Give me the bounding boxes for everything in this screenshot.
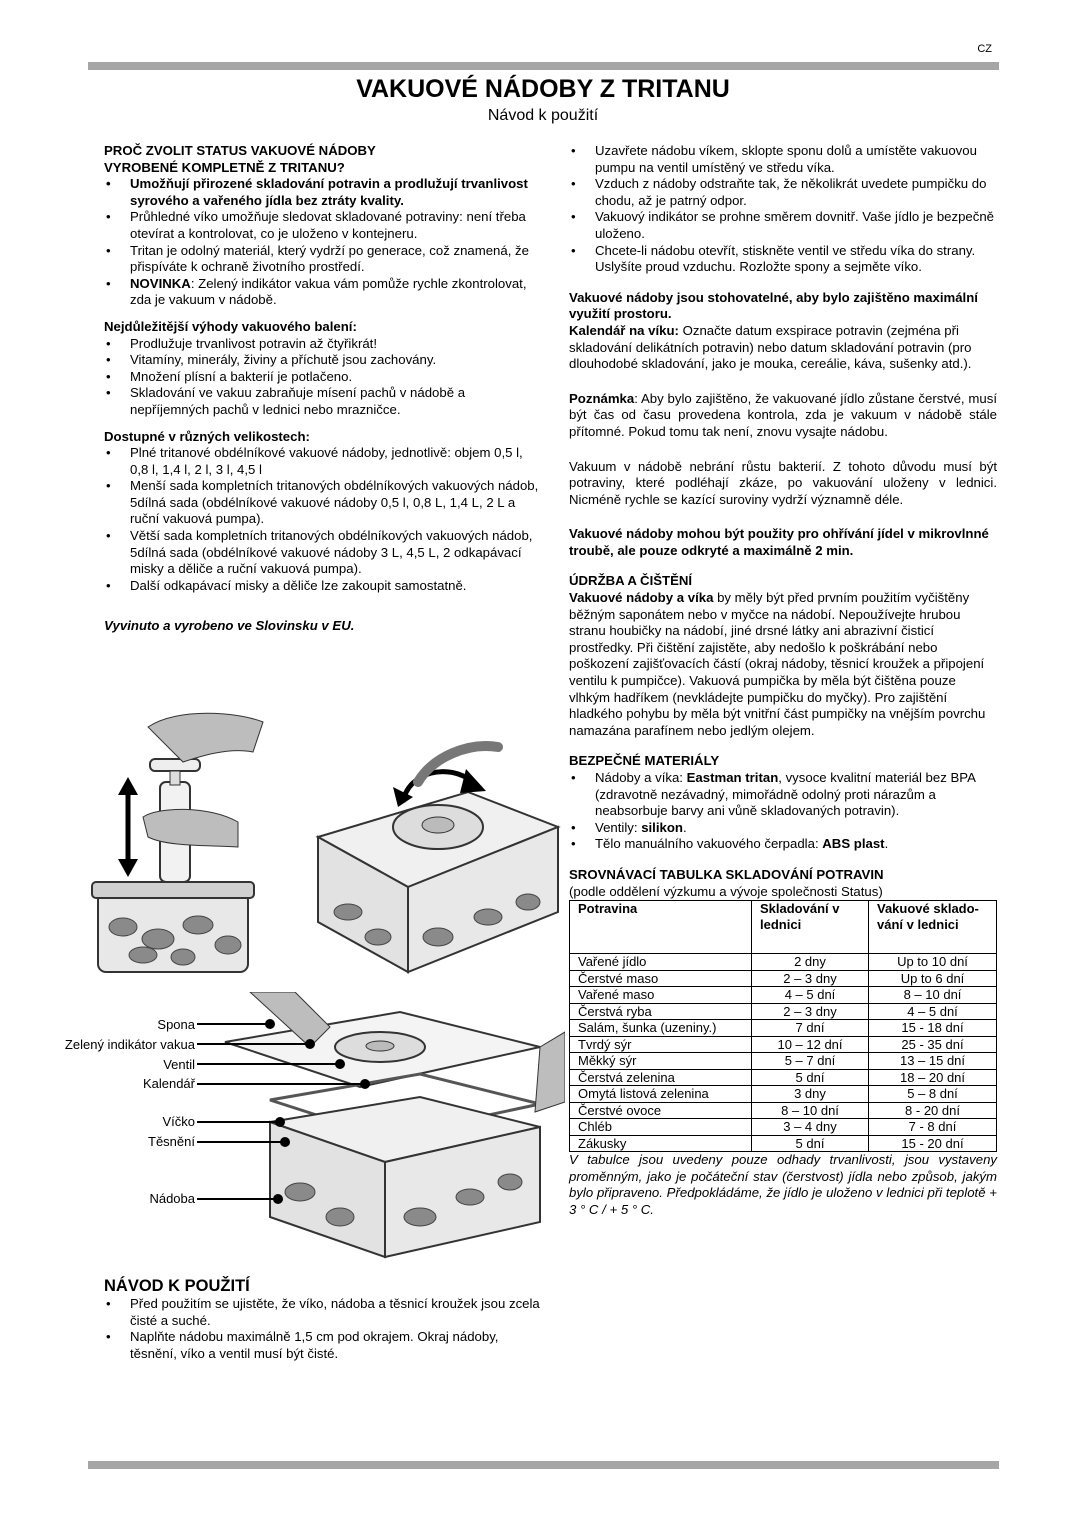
food-cell: Vařené maso — [570, 987, 752, 1004]
vacuum-cell: 18 – 20 dní — [869, 1069, 997, 1086]
table-row — [570, 1036, 997, 1053]
material-suffix: , vysoce kvalitní materiál bez BPA (zdravotně nezávadný, mimořádně odolný proti nárazům a neabsorbuje barvy ani vůně skladovaných potravin). — [595, 770, 976, 819]
vacuum-cell: Up to 6 dní — [869, 970, 997, 987]
table-row — [570, 954, 997, 971]
usage-list — [104, 1296, 544, 1362]
list-item: • Menší sada kompletních tritanových obdélníkových vakuových nádob, 5dílná sada (obdélníkové vakuové nádoby 0,5 l, 0,8 L, 1,4 L, 2 L a ruční vakuová pumpa). — [104, 478, 544, 528]
table-row — [570, 1102, 997, 1119]
food-cell: Salám, šunka (uzeniny.) — [570, 1020, 752, 1037]
fridge-cell: 10 – 12 dní — [752, 1036, 869, 1053]
note-text: : Aby bylo zajištěno, že vakuované jídlo zůstane čerstvé, musí být čas od času provedena kontrola, zda je vakuum v nádobě stále přítomné. Pokud tomu tak není, znovu vysajte nádobu. — [569, 390, 997, 439]
table-row — [570, 1069, 997, 1086]
column-header-vacuum: Vakuové sklado-vání v lednici — [869, 901, 997, 954]
list-item: • Prodlužuje trvanlivost potravin až čtyřikrát! — [104, 336, 544, 353]
food-cell: Zákusky — [570, 1135, 752, 1152]
column-header-fridge: Skladování v lednici — [752, 901, 869, 954]
table-row — [570, 970, 997, 987]
fridge-cell: 4 – 5 dní — [752, 987, 869, 1004]
table-row — [570, 987, 997, 1004]
food-cell: Chléb — [570, 1119, 752, 1136]
callout-container: Nádoba — [149, 1191, 195, 1206]
page-title: VAKUOVÉ NÁDOBY Z TRITANU — [356, 75, 730, 103]
table-row — [570, 1020, 997, 1037]
list-item — [569, 770, 997, 820]
food-cell: Čerstvá zelenina — [570, 1069, 752, 1086]
material-prefix: Tělo manuálního vakuového čerpadla: — [595, 836, 823, 852]
usage-heading: NÁVOD K POUŽITÍ — [104, 1277, 250, 1295]
food-cell: Čerstvá ryba — [570, 1003, 752, 1020]
callout-clip: Spona — [157, 1017, 195, 1032]
language-code: CZ — [977, 43, 992, 55]
materials-list — [569, 770, 997, 853]
made-in-note: Vyvinuto a vyrobeno ve Slovinsku v EU. — [104, 618, 355, 634]
fridge-cell: 7 dní — [752, 1020, 869, 1037]
calendar-text: Označte datum exspirace potravin (zejména při skladování delikátních potravin) nebo datum skladování potravin (pro dlouhodobé skladování, jako je mouka, cereálie, káva, sušenky atd.). — [569, 322, 972, 372]
care-heading: ÚDRŽBA A ČIŠTĚNÍ — [569, 573, 693, 589]
vacuum-cell: 15 - 18 dní — [869, 1020, 997, 1037]
food-cell: Čerstvé ovoce — [570, 1102, 752, 1119]
material-prefix: Nádoby a víka: — [595, 770, 687, 785]
novinka-text: : Zelený indikátor vakua vám pomůže rychle zkontrolovat, zda je vakuum v nádobě. — [130, 275, 527, 308]
why-list — [104, 176, 544, 309]
calendar-label: Kalendář na víku: — [569, 322, 679, 338]
vacuum-cell: Up to 10 dní — [869, 954, 997, 971]
top-rule — [88, 62, 999, 70]
table-row — [570, 1003, 997, 1020]
novinka-label: NOVINKA — [130, 275, 191, 291]
fridge-cell: 3 – 4 dny — [752, 1119, 869, 1136]
list-item — [104, 276, 544, 309]
list-item: • Před použitím se ujistěte, že víko, nádoba a těsnicí kroužek jsou zcela čisté a suché. — [104, 1296, 544, 1329]
material-suffix: . — [884, 836, 889, 852]
callout-vacuum-indicator: Zelený indikátor vakua — [64, 1037, 195, 1052]
note-paragraph — [569, 391, 997, 441]
fridge-cell: 3 dny — [752, 1086, 869, 1103]
steps-list — [569, 143, 997, 276]
list-item: • Chcete-li nádobu otevřít, stiskněte ventil ve středu víka do strany. Uslyšíte proud vzduchu. Rozložte spony a sejměte víko. — [569, 243, 997, 276]
note-label: Poznámka — [569, 390, 635, 406]
table-row — [570, 1086, 997, 1103]
food-cell: Tvrdý sýr — [570, 1036, 752, 1053]
list-item: • Vzduch z nádoby odstraňte tak, že několikrát uvedete pumpičku do chodu, až je patrný odpor. — [569, 176, 997, 209]
table-row — [570, 1135, 997, 1152]
sizes-list — [104, 445, 544, 594]
list-item: • Větší sada kompletních tritanových obdélníkových vakuových nádob, 5dílná sada (obdélníkové vakuové nádoby 3 L, 4,5 L, 2 odkapávací misky a děliče a ruční vakuová pumpa). — [104, 528, 544, 578]
table-row — [570, 1053, 997, 1070]
callout-lid: Víčko — [162, 1114, 195, 1129]
list-item: • Tritan je odolný materiál, který vydrží po generace, což znamená, že přispíváte k ochraně životního prostředí. — [104, 243, 544, 276]
table-subheading: (podle oddělení výzkumu a vývoje společnosti Status) — [569, 883, 883, 899]
list-item: • Vitamíny, minerály, živiny a příchutě jsou zachovány. — [104, 352, 544, 369]
page-subtitle: Návod k použití — [487, 107, 599, 124]
vacuum-cell: 25 - 35 dní — [869, 1036, 997, 1053]
fridge-cell: 2 – 3 dny — [752, 970, 869, 987]
why-heading-line-2: VYROBENÉ KOMPLETNĚ Z TRITANU? — [104, 159, 345, 175]
food-cell: Měkký sýr — [570, 1053, 752, 1070]
vacuum-cell: 4 – 5 dní — [869, 1003, 997, 1020]
list-item: • Množení plísní a bakterií je potlačeno. — [104, 369, 544, 386]
materials-heading: BEZPEČNÉ MATERIÁLY — [569, 753, 720, 769]
list-item: • Skladování ve vakuu zabraňuje mísení pachů v nádobě a nepříjemných pachů v lednici nebo mrazničce. — [104, 385, 544, 418]
material-name: Eastman tritan — [686, 770, 779, 785]
fridge-cell: 2 dny — [752, 954, 869, 971]
right-column — [569, 143, 997, 1219]
vacuum-cell: 8 - 20 dní — [869, 1102, 997, 1119]
material-suffix: . — [682, 819, 687, 835]
microwave-note: Vakuové nádoby mohou být použity pro ohřívání jídel v mikrovlnné troubě, ale pouze odkryté a maximálně 2 min. — [569, 526, 989, 558]
stackable-note: Vakuové nádoby jsou stohovatelné, aby bylo zajištěno maximální využití prostoru. — [569, 289, 978, 322]
fridge-cell: 8 – 10 dní — [752, 1102, 869, 1119]
material-name: ABS plast — [822, 836, 885, 852]
bacteria-paragraph: Vakuum v nádobě nebrání růstu bakterií. Z tohoto důvodu musí být potraviny, které podléhají zkáze, po vakuování uloženy v lednici. Nicméně rychle se kazící suroviny vydrží významně déle. — [569, 458, 997, 507]
callout-valve: Ventil — [163, 1057, 195, 1072]
care-text: by měly být před prvním použitím vyčištěny běžným saponátem nebo v myčce na nádobí. Nepoužívejte hrubou stranu houbičky na nádobí, jiné drsné látky ani abrazivní čisticí prostředky. Při čištění zajistěte, aby nedošlo k poškrábání nebo poškození zajišťovacích částí (okraj nádoby, těsnicí kroužek a připojení ventilu k pumpičce). Vakuová pumpička by měla být čištěna pouze vlhkým hadříkem (nevkládejte pumpičku do myčky). Pro zajištění hladkého pohybu by měla být vnitřní část pumpičky na vnějším povrchu namazána parafínem nebo jedlým olejem. — [569, 590, 986, 738]
food-cell: Omytá listová zelenina — [570, 1086, 752, 1103]
sizes-heading: Dostupné v různých velikostech: — [104, 428, 310, 444]
container-parts-illustration — [40, 992, 565, 1272]
column-header-food: Potravina — [570, 901, 752, 954]
pump-usage-illustration — [88, 687, 563, 987]
fridge-cell: 5 dní — [752, 1069, 869, 1086]
list-item: • Uzavřete nádobu víkem, sklopte sponu dolů a umístěte vakuovou pumpu na ventil umístěný ve středu víka. — [569, 143, 997, 176]
table-heading: SROVNÁVACÍ TABULKA SKLADOVÁNÍ POTRAVIN — [569, 866, 884, 882]
food-cell: Čerstvé maso — [570, 970, 752, 987]
material-prefix: Ventily: — [595, 819, 642, 835]
food-cell: Vařené jídlo — [570, 954, 752, 971]
vacuum-cell: 8 – 10 dní — [869, 987, 997, 1004]
list-item: • Naplňte nádobu maximálně 1,5 cm pod okrajem. Okraj nádoby, těsnění, víko a ventil musí být čisté. — [104, 1329, 544, 1362]
calendar-paragraph — [569, 323, 997, 373]
table-header-row — [570, 901, 997, 954]
care-paragraph — [569, 590, 997, 739]
storage-table — [569, 900, 997, 1152]
list-item — [569, 820, 997, 837]
callout-seal: Těsnění — [148, 1134, 195, 1149]
material-name: silikon — [641, 819, 683, 835]
table-body — [570, 954, 997, 1152]
list-item: • Průhledné víko umožňuje sledovat skladované potraviny: není třeba otevírat a kontrolovat, co je uloženo v kontejneru. — [104, 209, 544, 242]
fridge-cell: 5 dní — [752, 1135, 869, 1152]
list-item — [569, 836, 997, 853]
fridge-cell: 2 – 3 dny — [752, 1003, 869, 1020]
callout-calendar: Kalendář — [142, 1076, 195, 1091]
list-item: • Umožňují přirozené skladování potravin a prodlužují trvanlivost syrového a vařeného jídla bez ztráty kvality. — [104, 176, 544, 209]
bottom-rule — [88, 1461, 999, 1469]
list-item: • Plné tritanové obdélníkové vakuové nádoby, jednotlivě: objem 0,5 l, 0,8 l, 1,4 l, 2 l, 3 l, 4,5 l — [104, 445, 544, 478]
fridge-cell: 5 – 7 dní — [752, 1053, 869, 1070]
usage-section — [104, 1276, 544, 1362]
vacuum-cell: 13 – 15 dní — [869, 1053, 997, 1070]
left-column — [104, 143, 544, 635]
vacuum-cell: 15 - 20 dní — [869, 1135, 997, 1152]
table-footnote: V tabulce jsou uvedeny pouze odhady trvanlivosti, jsou vystaveny proměnným, jako je počáteční stav (čerstvost) jídla nebo způsob, jakým bylo připraveno. Předpokládáme, že jídlo je uloženo v lednici při teplotě + 3 ° C / + 5 ° C. — [569, 1152, 997, 1217]
benefits-list — [104, 336, 544, 419]
list-item: • Vakuový indikátor se prohne směrem dovnitř. Vaše jídlo je bezpečně uloženo. — [569, 209, 997, 242]
vacuum-cell: 7 - 8 dní — [869, 1119, 997, 1136]
benefits-heading: Nejdůležitější výhody vakuového balení: — [104, 318, 357, 334]
why-heading-line-1: PROČ ZVOLIT STATUS VAKUOVÉ NÁDOBY — [104, 143, 376, 158]
vacuum-cell: 5 – 8 dní — [869, 1086, 997, 1103]
list-item: • Další odkapávací misky a děliče lze zakoupit samostatně. — [104, 578, 544, 595]
care-label: Vakuové nádoby a víka — [569, 590, 714, 606]
table-row — [570, 1119, 997, 1136]
